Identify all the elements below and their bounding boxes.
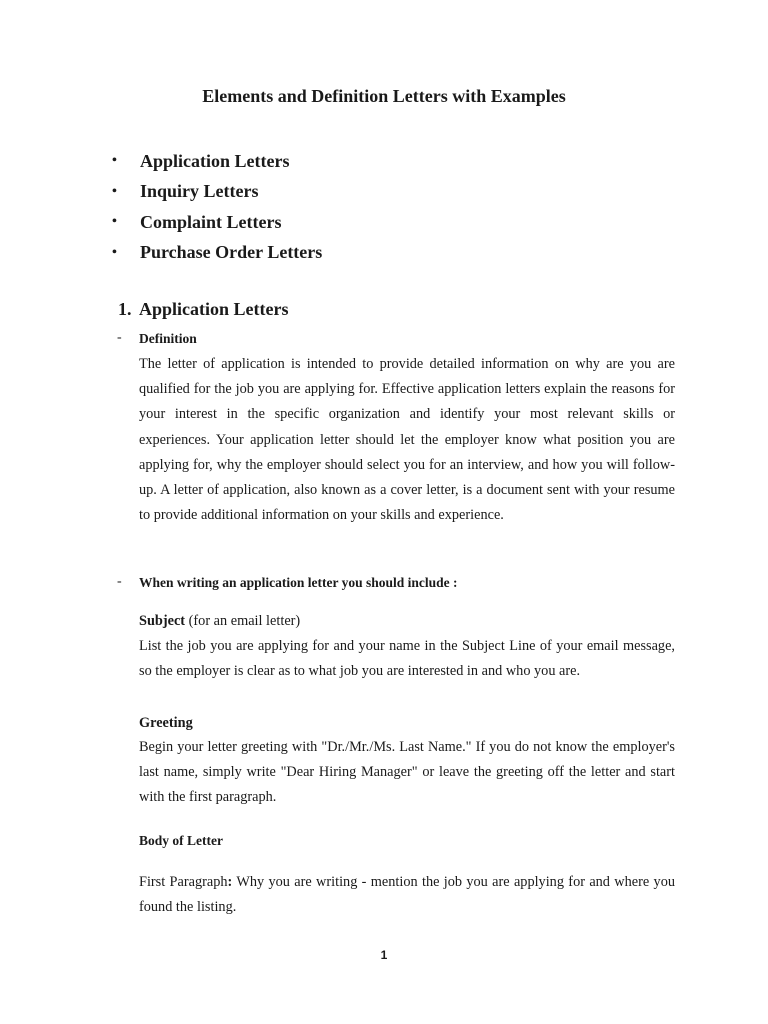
list-item-label: Application Letters	[140, 150, 290, 171]
list-item-label: Complaint Letters	[140, 211, 282, 232]
bullet-icon: •	[112, 214, 117, 230]
list-item	[112, 238, 322, 269]
first-paragraph-colon: :	[227, 874, 233, 890]
list-item	[112, 207, 322, 238]
greeting-paragraph: Begin your letter greeting with "Dr./Mr./Ms. Last Name." If you do not know the employer's last name, simply write "Dear Hiring Manager" or leave the greeting off the letter and start with the first paragraph.	[139, 739, 675, 806]
first-paragraph-label: First Paragraph	[139, 874, 228, 890]
document-title: Elements and Definition Letters with Examples	[202, 86, 566, 106]
body-of-letter-label: Body of Letter	[139, 833, 223, 848]
dash-marker: -	[117, 574, 122, 589]
section-number: 1.	[118, 299, 132, 319]
include-label: When writing an application letter you should include :	[139, 575, 458, 590]
definition-label: Definition	[139, 331, 197, 346]
section-heading	[118, 299, 288, 320]
list-item-label: Inquiry Letters	[140, 181, 259, 202]
first-paragraph-body: Why you are writing - mention the job you are applying for and where you found the listing.	[139, 874, 676, 916]
list-item	[112, 146, 322, 177]
first-paragraph-text	[139, 870, 675, 920]
definition-paragraph: The letter of application is intended to provide detailed information on why are you are qualified for the job you are applying for. Effective application letters explain the reasons for your interest in the specific organization and identify your most relevant skills or experiences. Your application letter should let the employer know what position you are applying for, why the employer should select you for an interview, and how you will follow-up. A letter of application, also known as a cover letter, is a document sent with your resume to provide additional information on your skills and experience.	[139, 356, 675, 524]
letter-types-list	[112, 146, 322, 268]
list-item-label: Purchase Order Letters	[140, 242, 323, 263]
subject-note: (for an email letter)	[185, 613, 301, 629]
bullet-icon: •	[112, 183, 117, 199]
subject-heading	[139, 613, 300, 630]
subject-label: Subject	[139, 613, 186, 629]
dash-marker: -	[117, 330, 122, 345]
section-title: Application Letters	[139, 299, 289, 319]
page-number: 1	[380, 948, 388, 962]
greeting-label: Greeting	[139, 715, 193, 731]
list-item	[112, 177, 322, 208]
subject-paragraph: List the job you are applying for and your name in the Subject Line of your email message, so the employer is clear as to what job you are interested in and who you are.	[139, 638, 675, 680]
bullet-icon: •	[112, 153, 117, 169]
bullet-icon: •	[112, 244, 117, 260]
